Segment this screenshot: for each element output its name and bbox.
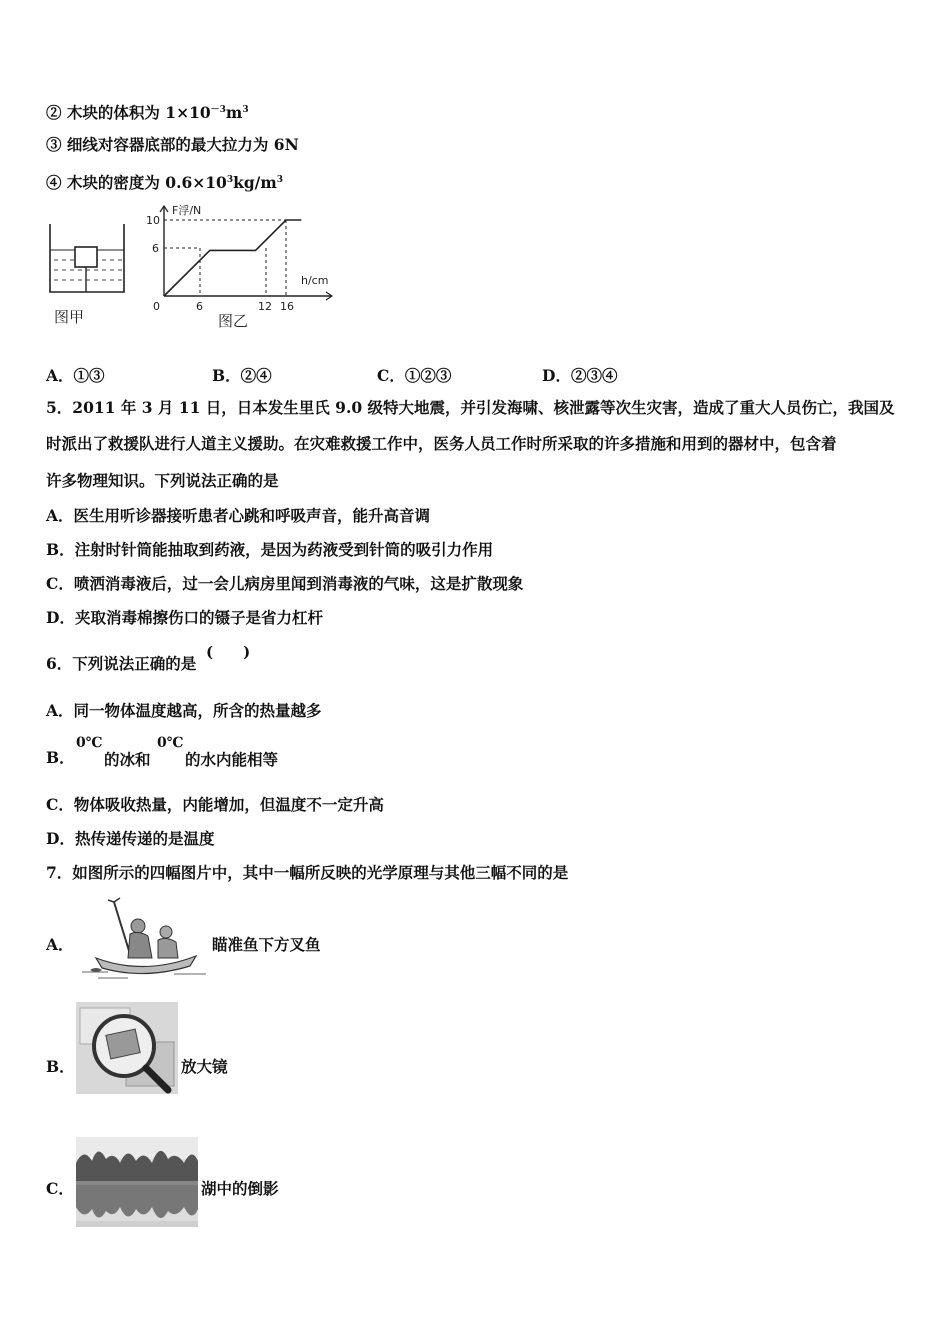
statement-2-unit-exponent: 3	[242, 105, 249, 115]
statement-2-unit: m	[225, 103, 243, 122]
q4-option-b[interactable]: B．②④	[212, 366, 272, 385]
fisherman-boat-image	[78, 896, 210, 980]
figure-yi-chart	[140, 200, 350, 330]
magnifier-image	[76, 1002, 178, 1094]
fisherman-body	[128, 932, 152, 958]
q6-stem	[46, 654, 196, 674]
q6-stem-text: 6．下列说法正确的是	[46, 654, 197, 673]
x-tick-6: 6	[196, 300, 203, 313]
q4-option-a[interactable]: A．①③	[46, 366, 105, 385]
q6-option-b-temp-ice: 0℃	[76, 735, 103, 751]
container-diagram	[50, 224, 124, 292]
statement-4-text: ④ 木块的密度为 0.6×10	[46, 173, 227, 192]
q4-option-d[interactable]: D．②③④	[542, 366, 618, 385]
q6-option-b[interactable]	[46, 748, 75, 768]
figure-yi-caption: 图乙	[218, 312, 249, 330]
guide-lines	[164, 220, 286, 296]
q6-option-d[interactable]: D．热传递传递的是温度	[46, 829, 215, 848]
x-axis-label: h/cm	[301, 274, 329, 287]
y-tick-6: 6	[152, 242, 159, 255]
statement-4-exponent: 3	[226, 175, 234, 185]
shoreline	[76, 1181, 198, 1185]
statement-2-text: ② 木块的体积为 1×10	[46, 103, 211, 122]
q6-option-b-mid: 的冰和	[104, 750, 151, 769]
statement-3: ③ 细线对容器底部的最大拉力为 6N	[46, 135, 299, 154]
q7-option-b-label[interactable]: B．	[46, 1057, 75, 1076]
q7-option-a-text: 瞄准鱼下方叉鱼	[212, 935, 321, 954]
q5-option-b[interactable]: B．注射时针筒能抽取到药液，是因为药液受到针筒的吸引力作用	[46, 540, 494, 559]
q6-option-c[interactable]: C．物体吸收热量，内能增加，但温度不一定升高	[46, 795, 384, 814]
q7-option-a-label[interactable]: A．	[46, 935, 74, 954]
q5-stem-line-3: 许多物理知识。下列说法正确的是	[46, 471, 279, 490]
q6-option-a[interactable]: A．同一物体温度越高，所含的热量越多	[46, 701, 322, 720]
x-tick-16: 16	[280, 300, 294, 313]
q6-answer-blank: ( )	[206, 643, 251, 661]
y-tick-10: 10	[146, 214, 160, 227]
wood-block	[75, 247, 97, 267]
q6-option-b-temp-water: 0℃	[157, 735, 184, 751]
q7-stem: 7．如图所示的四幅图片中，其中一幅所反映的光学原理与其他三幅不同的是	[46, 863, 569, 882]
water-edge	[76, 1221, 198, 1227]
origin-label: 0	[153, 300, 160, 313]
buoyancy-series-line	[164, 220, 301, 296]
companion-body	[158, 938, 178, 958]
y-axis-label: F浮/N	[172, 204, 202, 217]
q6-option-b-label: B．	[46, 748, 75, 767]
statement-2	[46, 100, 249, 123]
companion-head	[160, 926, 172, 938]
q5-option-d[interactable]: D．夹取消毒棉擦伤口的镊子是省力杠杆	[46, 608, 323, 627]
q4-option-c[interactable]: C．①②③	[377, 366, 452, 385]
figure-jia-caption: 图甲	[54, 308, 85, 326]
statement-4	[46, 170, 283, 193]
fisherman-head	[131, 919, 145, 933]
statement-4-unit: kg/m	[233, 173, 277, 192]
x-tick-12: 12	[258, 300, 272, 313]
q5-stem-line-1: 5．2011 年 3 月 11 日，日本发生里氏 9.0 级特大地震，并引发海啸、核泄露等次生灾害，造成了重大人员伤亡，我国及	[46, 398, 895, 417]
q5-option-a[interactable]: A．医生用听诊器接听患者心跳和呼吸声音，能升高音调	[46, 506, 431, 525]
q5-option-c[interactable]: C．喷洒消毒液后，过一会儿病房里闻到消毒液的气味，这是扩散现象	[46, 574, 524, 593]
statement-4-unit-exponent: 3	[276, 175, 283, 185]
lake-reflection-image	[76, 1137, 198, 1227]
q5-stem-line-2: 时派出了救援队进行人道主义援助。在灾难救援工作中，医务人员工作时所采取的许多措施和用到的器材中，包含着	[46, 434, 837, 453]
figure-jia	[44, 220, 134, 330]
q7-option-b-text: 放大镜	[181, 1057, 228, 1076]
q7-option-c-label[interactable]: C．	[46, 1179, 74, 1198]
statement-2-exponent: －3	[210, 105, 226, 115]
q6-option-b-suffix: 的水内能相等	[185, 750, 279, 769]
q7-option-c-text: 湖中的倒影	[201, 1179, 279, 1198]
